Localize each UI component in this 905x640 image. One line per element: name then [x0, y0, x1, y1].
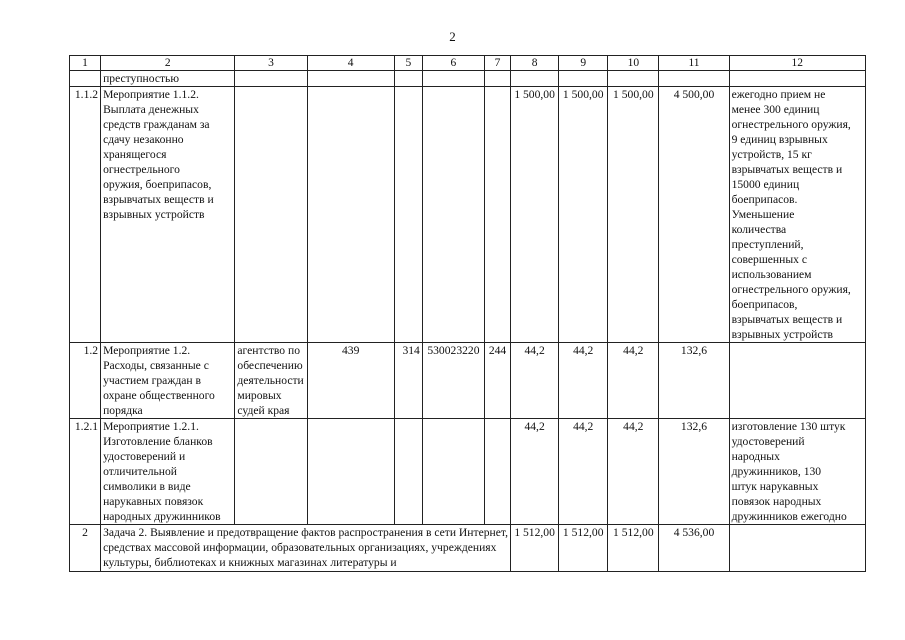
amount-cell: 44,2 [608, 343, 659, 419]
code-cell [394, 71, 422, 87]
column-header: 7 [484, 56, 510, 71]
table-row [70, 525, 866, 572]
row-number: 1.2.1 [70, 419, 101, 525]
total-cell [659, 71, 729, 87]
amount-cell: 1 512,00 [608, 525, 659, 572]
activity-name: Мероприятие 1.2. Расходы, связанные с участием граждан в охране общественного порядка [101, 343, 235, 419]
amount-cell [559, 71, 608, 87]
amount-cell [511, 71, 559, 87]
task-title: Задача 2. Выявление и предотвращение фактов распространения в сети Интернет, средствах массовой информации, образовательных организациях, учреждениях культуры, библиотеках и книжных магазинах литературы и [101, 525, 511, 572]
table-row [70, 71, 866, 87]
amount-cell: 44,2 [511, 419, 559, 525]
code-cell: 314 [394, 343, 422, 419]
column-number-row [70, 56, 866, 71]
column-header: 3 [235, 56, 307, 71]
code-cell [422, 87, 484, 343]
amount-cell: 44,2 [608, 419, 659, 525]
table-row [70, 87, 866, 343]
total-cell: 132,6 [659, 419, 729, 525]
amount-cell: 1 512,00 [511, 525, 559, 572]
code-cell [307, 87, 394, 343]
row-number [70, 71, 101, 87]
amount-cell: 1 512,00 [559, 525, 608, 572]
column-header: 4 [307, 56, 394, 71]
code-cell [484, 419, 510, 525]
code-cell [307, 71, 394, 87]
activity-name: преступностью [101, 71, 235, 87]
result-cell: ежегодно прием не менее 300 единиц огнестрельного оружия, 9 единиц взрывных устройств, 15 кг взрывчатых веществ и 15000 единиц боеприпасов. Уменьшение количества преступлений, совершенных с использованием огнестрельного оружия, боеприпасов, взрывчатых веществ и взрывных устройств [729, 87, 865, 343]
row-number: 1.1.2 [70, 87, 101, 343]
code-cell [422, 71, 484, 87]
table-row [70, 419, 866, 525]
code-cell [307, 419, 394, 525]
executor-cell: агентство по обеспечению деятельности мировых судей края [235, 343, 307, 419]
column-header: 6 [422, 56, 484, 71]
program-activities-table [69, 55, 866, 572]
table-row [70, 343, 866, 419]
column-header: 8 [511, 56, 559, 71]
amount-cell: 44,2 [559, 419, 608, 525]
column-header: 10 [608, 56, 659, 71]
row-number: 1.2 [70, 343, 101, 419]
amount-cell: 44,2 [511, 343, 559, 419]
column-header: 5 [394, 56, 422, 71]
total-cell: 4 500,00 [659, 87, 729, 343]
code-cell: 439 [307, 343, 394, 419]
code-cell: 530023220 [422, 343, 484, 419]
executor-cell [235, 71, 307, 87]
code-cell [394, 87, 422, 343]
amount-cell: 1 500,00 [608, 87, 659, 343]
code-cell [484, 71, 510, 87]
activity-name: Мероприятие 1.2.1. Изготовление бланков удостоверений и отличительной символики в виде нарукавных повязок народных дружинников [101, 419, 235, 525]
result-cell [729, 71, 865, 87]
row-number: 2 [70, 525, 101, 572]
result-cell: изготовление 130 штук удостоверений народных дружинников, 130 штук нарукавных повязок народных дружинников ежегодно [729, 419, 865, 525]
amount-cell: 1 500,00 [511, 87, 559, 343]
total-cell: 4 536,00 [659, 525, 729, 572]
activity-name: Мероприятие 1.1.2. Выплата денежных средств гражданам за сдачу незаконно хранящегося огнестрельного оружия, боеприпасов, взрывчатых веществ и взрывных устройств [101, 87, 235, 343]
column-header: 9 [559, 56, 608, 71]
code-cell [422, 419, 484, 525]
code-cell [484, 87, 510, 343]
executor-cell [235, 419, 307, 525]
column-header: 1 [70, 56, 101, 71]
amount-cell [608, 71, 659, 87]
column-header: 11 [659, 56, 729, 71]
total-cell: 132,6 [659, 343, 729, 419]
code-cell [394, 419, 422, 525]
executor-cell [235, 87, 307, 343]
result-cell [729, 525, 865, 572]
column-header: 12 [729, 56, 865, 71]
result-cell [729, 343, 865, 419]
amount-cell: 44,2 [559, 343, 608, 419]
code-cell: 244 [484, 343, 510, 419]
amount-cell: 1 500,00 [559, 87, 608, 343]
column-header: 2 [101, 56, 235, 71]
page-number: 2 [449, 29, 456, 44]
